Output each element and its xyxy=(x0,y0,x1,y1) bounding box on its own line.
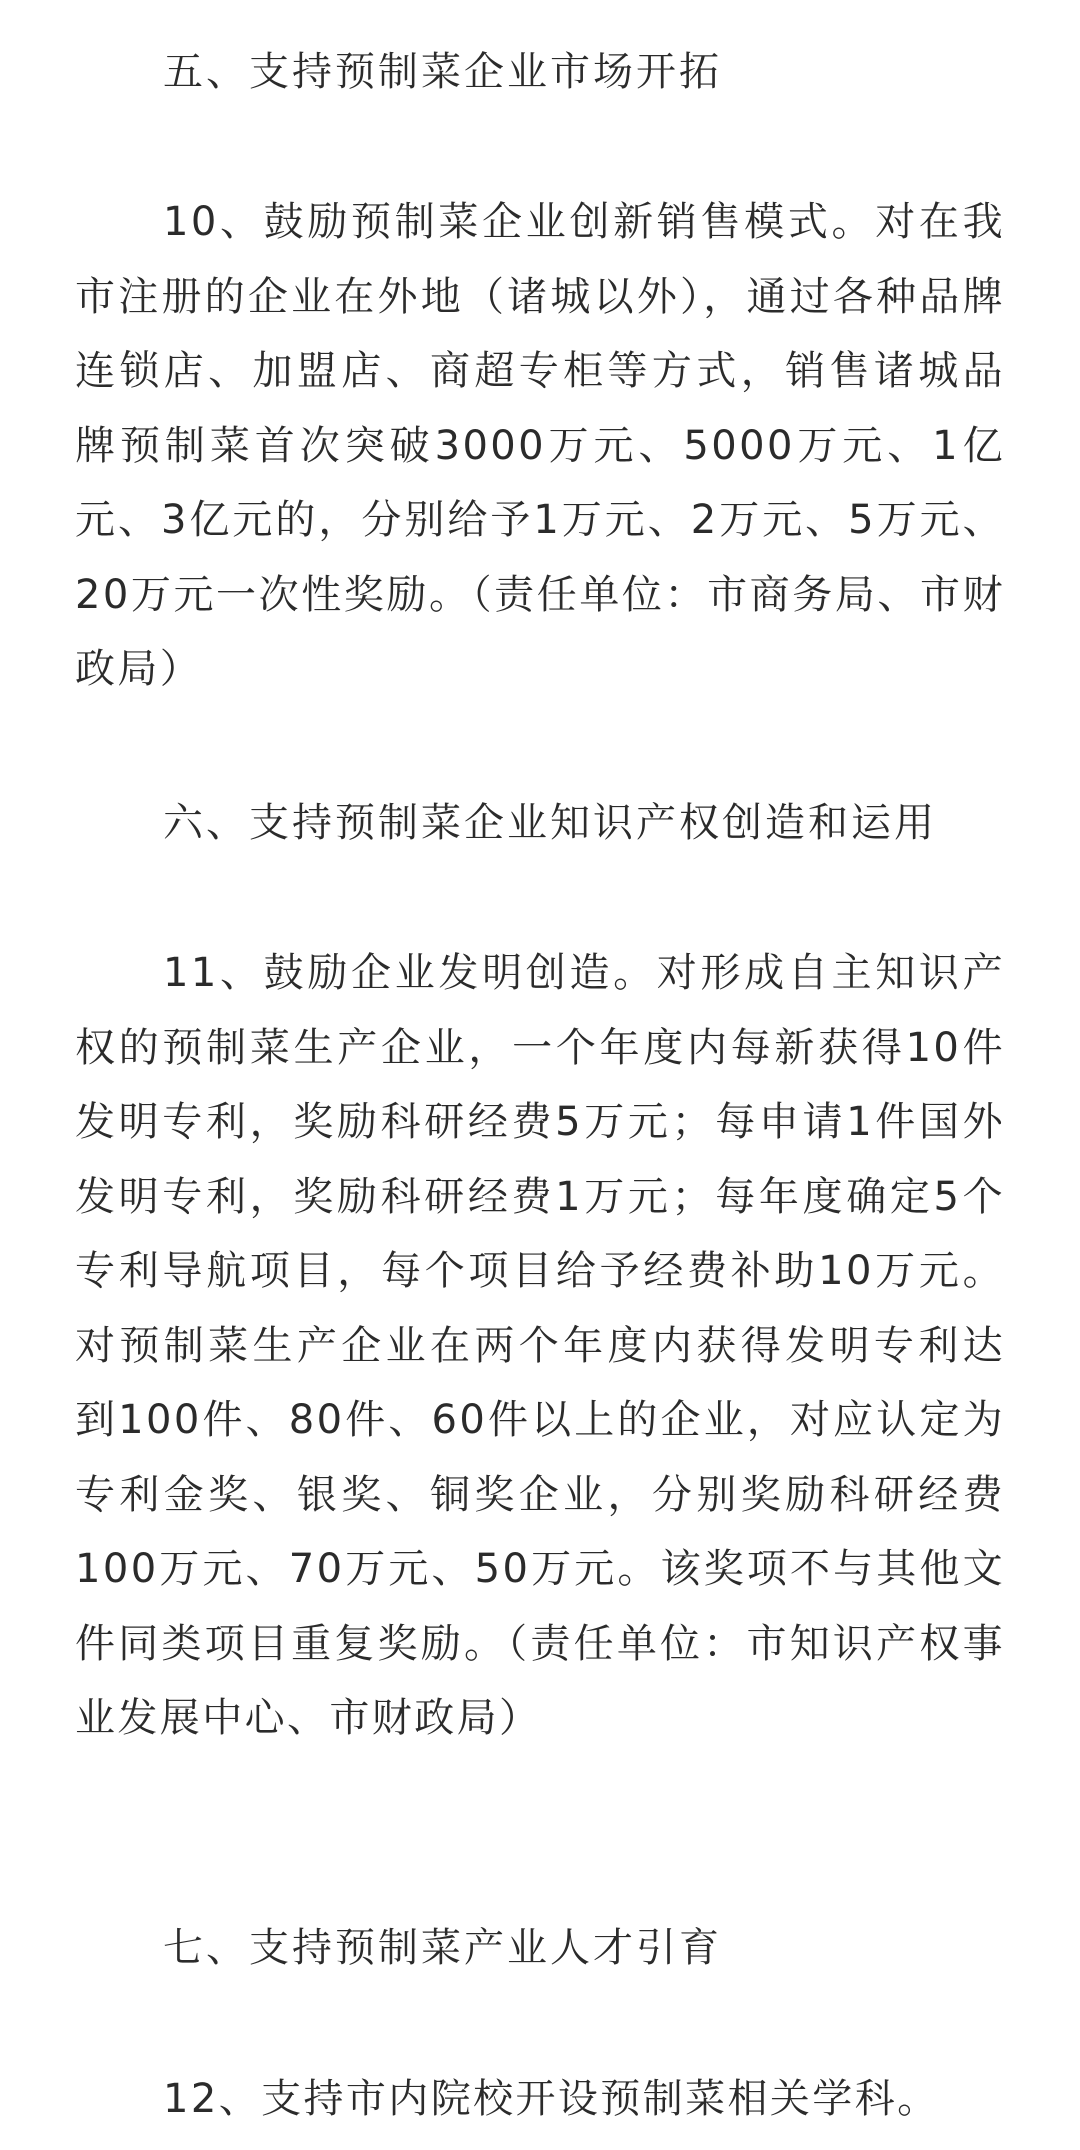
paragraph-12: 12、支持市内院校开设预制菜相关学科。 xyxy=(163,2076,940,2122)
paragraph-10: 10、鼓励预制菜企业创新销售模式。对在我市注册的企业在外地（诸城以外），通过各种品牌连锁店、加盟店、商超专柜等方式，销售诸城品牌预制菜首次突破3000万元、5000万元、1亿元、3亿元的，分别给予1万元、2万元、5万元、20万元一次性奖励。（责任单位：市商务局、市财政局） xyxy=(75,199,1005,692)
section-heading-7: 七、支持预制菜产业人才引育 xyxy=(163,1925,722,1971)
section-heading-6: 六、支持预制菜企业知识产权创造和运用 xyxy=(163,800,937,846)
section-heading-5: 五、支持预制菜企业市场开拓 xyxy=(163,49,722,95)
paragraph-11: 11、鼓励企业发明创造。对形成自主知识产权的预制菜生产企业，一个年度内每新获得10件发明专利，奖励科研经费5万元；每申请1件国外发明专利，奖励科研经费1万元；每年度确定5个专利导航项目，每个项目给予经费补助10万元。对预制菜生产企业在两个年度内获得发明专利达到100件、80件、60件以上的企业，对应认定为专利金奖、银奖、铜奖企业，分别奖励科研经费100万元、70万元、50万元。该奖项不与其他文件同类项目重复奖励。（责任单位：市知识产权事业发展中心、市财政局） xyxy=(75,950,1005,1741)
